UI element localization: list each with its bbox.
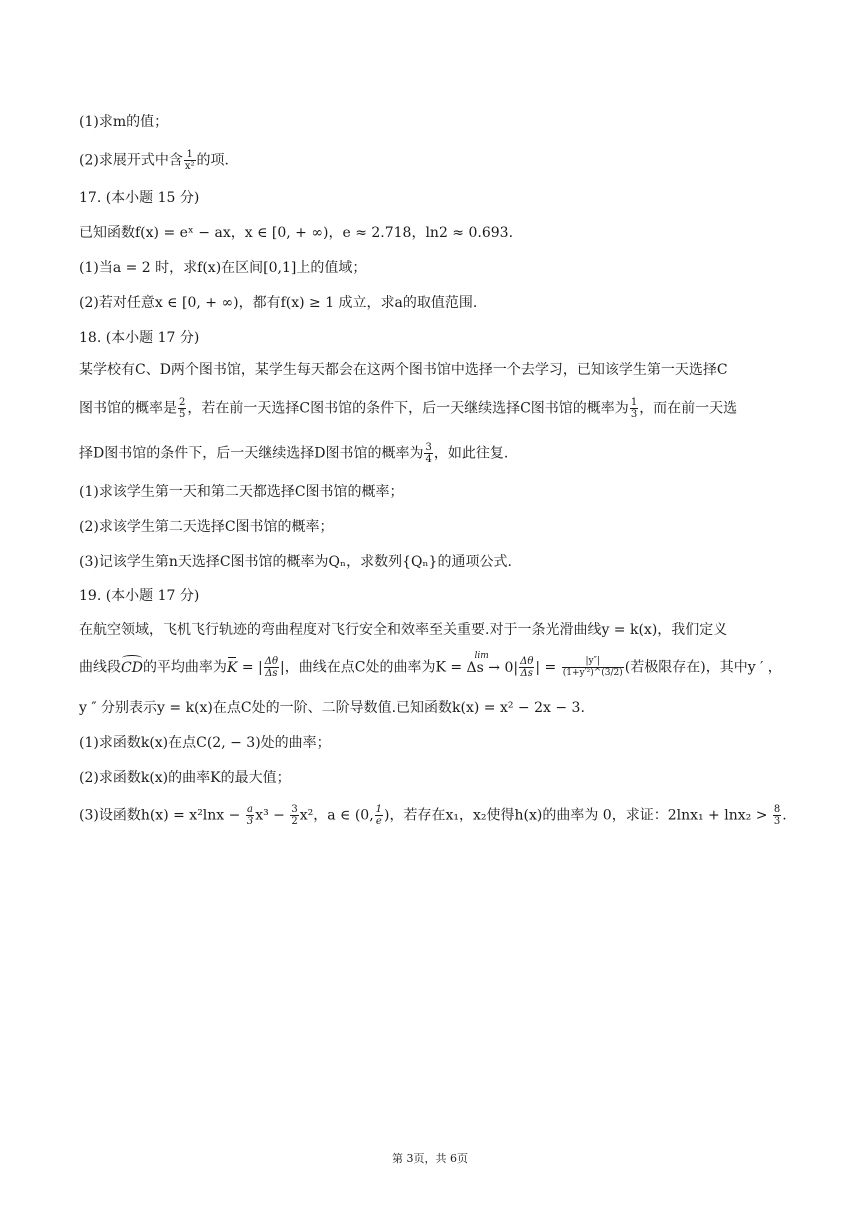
fraction-three-half [290,804,298,827]
q16-part1: (1)求m的值； [79,114,169,130]
fraction-num: a [247,804,253,815]
q19-line2-text-g: (若极限存在)，其中y ′ ， [624,659,782,676]
fraction-num: 3 [425,442,432,453]
q19-line2-text-b: 的平均曲率为 [142,659,227,676]
limit-expression [466,650,519,678]
fraction-curvature [562,656,624,679]
fraction-den: 3 [773,816,781,827]
q17-part1: (1)当a = 2 时，求f(x)在区间[0,1]上的值域； [79,260,367,276]
q18-part1: (1)求该学生第一天和第二天都选择C图书馆的概率； [79,484,404,500]
q19-line2-text-f: | = [535,659,561,676]
q18-line2-text-c: ，而在前一天选 [639,400,738,417]
fraction-three-fourths [424,442,432,465]
q19-part3-text-d: )，若存在x₁，x₂使得h(x)的曲率为 0，求证：2lnx₁ + lnx₂ > [384,807,772,824]
q19-stem-line2 [79,650,784,679]
q17-heading: 17. (本小题 15 分) [79,190,200,206]
limit-label: lim [474,650,489,661]
fraction-den: 3 [630,409,638,420]
fraction-num: 1 [375,804,383,815]
q19-part3-text-a: (3)设函数h(x) = x²lnx − [79,807,245,824]
fraction-den: 5 [179,409,186,420]
q16-part2-text-b: 的项. [196,152,229,169]
q19-part1: (1)求函数k(x)在点C(2, − 3)处的曲率； [79,735,331,751]
fraction-den: e [375,816,382,827]
fraction-num: Δθ [520,656,534,667]
q16-part2-text-a: (2)求展开式中含 [79,152,183,169]
q18-stem-line3 [79,442,784,465]
fraction-inv-x2 [184,149,196,172]
q19-part3-text-c: x²，a ∈ (0, [299,807,374,824]
q18-part2: (2)求该学生第二天选择C图书馆的概率； [79,519,334,535]
q19-line2-text-d: |，曲线在点C处的曲率为K = [280,659,467,676]
fraction-dtheta-ds-2 [519,656,534,679]
q17-stem: 已知函数f(x) = eˣ − ax，x ∈ [0, + ∞)，e ≈ 2.718，ln2 ≈ 0.693. [79,225,514,241]
fraction-den: Δs [520,668,533,679]
fraction-two-fifths [178,397,186,420]
q19-stem-line1: 在航空领域，飞机飞行轨迹的弯曲程度对飞行安全和效率至关重要.对于一条光滑曲线y = k(x)，我们定义 [79,622,728,638]
fraction-dtheta-ds [264,656,279,679]
fraction-num: 3 [291,804,298,815]
fraction-den: x² [184,161,195,172]
fraction-num: 2 [179,397,186,408]
fraction-num: |y″| [562,656,624,668]
q19-part3 [79,804,787,827]
k-bar: K [226,659,238,676]
q19-line2-text-a: 曲线段 [79,659,121,676]
q18-heading: 18. (本小题 17 分) [79,330,200,346]
fraction-den: 4 [425,454,432,465]
fraction-den: (1+y′²)^(3/2) [562,668,623,678]
fraction-a-third [246,804,254,827]
fraction-den: Δs [265,668,278,679]
q18-line3-text-a: 择D图书馆的条件下，后一天继续选择D图书馆的概率为 [79,445,424,462]
q18-line2-text-a: 图书馆的概率是 [79,400,177,417]
q19-stem-line3: y ″ 分别表示y = k(x)在点C处的一阶、二阶导数值.已知函数k(x) = x² − 2x − 3. [79,700,585,716]
q18-line2-text-b: ，若在前一天选择C图书馆的条件下，后一天继续选择C图书馆的概率为 [187,400,629,417]
fraction-num: Δθ [264,656,279,667]
limit-body: Δs → 0| [466,659,519,676]
q18-part3: (3)记该学生第n天选择C图书馆的概率为Qₙ，求数列{Qₙ}的通项公式. [79,554,512,570]
q19-heading: 19. (本小题 17 分) [79,588,200,604]
fraction-num: 1 [630,397,638,408]
fraction-den: 2 [291,816,298,827]
fraction-eight-third [773,804,781,827]
fraction-num: 8 [773,804,781,815]
q16-part2 [79,149,784,172]
fraction-one-third [630,397,638,420]
q19-part3-text-e: . [782,807,787,824]
q19-part2: (2)求函数k(x)的曲率K的最大值； [79,770,291,786]
fraction-one-e [375,804,383,827]
q19-part3-text-b: x³ − [255,807,290,824]
fraction-den: 3 [246,816,254,827]
q18-line3-text-b: ，如此往复. [433,445,509,462]
q17-part2: (2)若对任意x ∈ [0, + ∞)，都有f(x) ≥ 1 成立，求a的取值范围. [79,295,478,311]
q19-line2-text-c: = | [237,659,263,676]
arc-cd: CD [121,659,143,676]
q18-stem-line1: 某学校有C、D两个图书馆，某学生每天都会在这两个图书馆中选择一个去学习，已知该学生第一天选择C [79,362,728,378]
page-footer: 第 3页，共 6页 [392,1152,468,1165]
fraction-num: 1 [184,149,196,161]
q18-stem-line2 [79,397,784,420]
